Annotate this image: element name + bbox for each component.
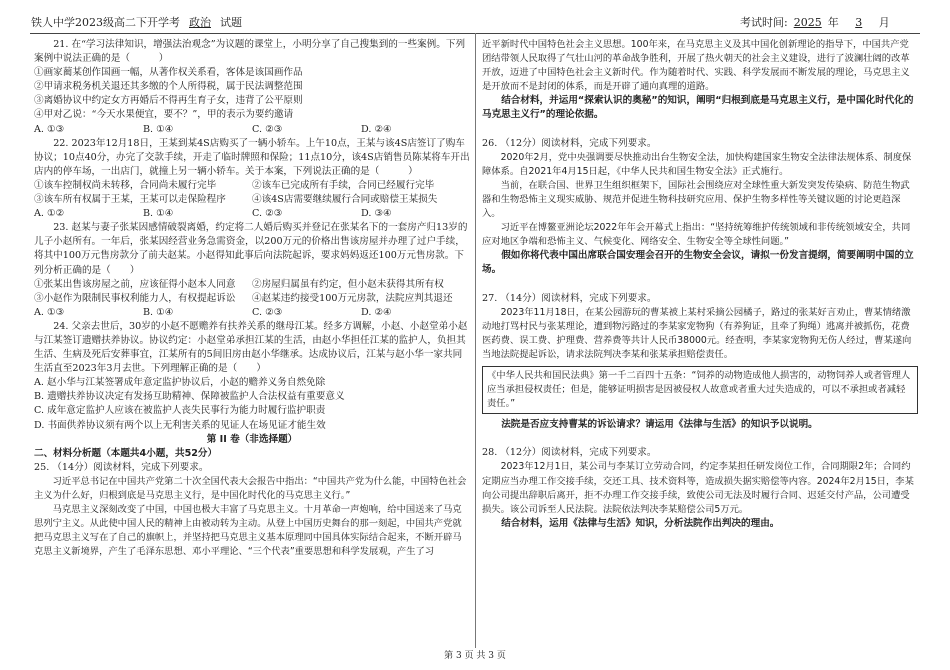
q24-option-c: C. 成年意定监护人应该在被监护人丧失民事行为能力时履行监护职责 [34, 405, 326, 417]
grade-label: 2023级高二下开学考 [75, 16, 180, 29]
q22-option-d: D. ③④ [361, 208, 392, 220]
section2-title: 二、材料分析题（本题共4小题，共52分） [34, 447, 218, 459]
q24-stem: 24. 父亲去世后，30岁的小赵不愿赡养有扶养关系的继母江某。经多方调解，小赵、小赵堂弟小赵与江某签订遗赠扶养协议。协议约定：小赵堂弟承担江某的生活，由赵小华担任江某的监护人，负担其生活、生病及死后安葬事宜，江某所有的5间旧房由赵小华继承。达成协议后，江某与赵小华一家共同生活直至2023年3月去世。下列理解正确的是（ ） [34, 320, 468, 375]
q26-task: 假如你将代表中国出席联合国安理会召开的生物安全会议，请拟一份发言提纲，简要阐明中国的立场。 [482, 250, 914, 276]
paper-label: 试题 [220, 16, 242, 29]
q25-stem: 25. （14分）阅读材料，完成下列要求。 [34, 461, 209, 473]
q26-paragraph-1: 2020年2月，党中央强调要尽快推动出台生物安全法，加快构建国家生物安全法律法规体系、制度保障体系。自2021年4月15日起，《中华人民共和国生物安全法》正式施行。 [482, 151, 912, 177]
q26-paragraph-2: 当前，在联合国、世界卫生组织框架下，国际社会围绕应对全球性重大新发突发传染病、防范生物武器和生物恐怖主义现实威胁、规范并促进生物科技研究应用、保护生物多样性等关键议题的讨论更趋深入。 [482, 179, 910, 220]
q28-task: 结合材料，运用《法律与生活》知识，分析法院作出判决的理由。 [501, 517, 780, 529]
q23-option-d: D. ②④ [361, 306, 392, 318]
q22-statements-row1 [34, 179, 470, 193]
q25-paragraph-2: 马克思主义深刻改变了中国，中国也极大丰富了马克思主义。十月革命一声炮响，给中国送来了马克思列宁主义。从此使中国人民的精神上由被动转为主动。从登上中国历史舞台的那一刻起，中国共产党就把马克思主义写在了自己的旗帜上，并坚持把马克思主义基本原理同中国具体实际结合起来，不断开辟马克思主义新境界，产生了毛泽东思想、邓小平理论、“三个代表”重要思想和科学发展观，产生了习 [34, 504, 462, 558]
q21-option-a: A. ①③ [34, 123, 65, 135]
q22-statement-4: ④该4S店需要继续履行合同或赔偿王某损失 [252, 194, 438, 206]
q23-options [34, 306, 470, 320]
q27-law-excerpt-box: 《中华人民共和国民法典》第一千二百四十五条：“饲养的动物造成他人损害的，动物饲养人或者管理人应当承担侵权责任；但是，能够证明损害是因被侵权人故意或者重大过失造成的，可以不承担或者减轻责任。” [482, 366, 918, 414]
q21-option-c: C. ②③ [252, 123, 283, 135]
q21-statement-3: ③离婚协议中约定女方再婚后不得再生育子女，违背了公平原则 [34, 95, 303, 107]
q24-option-a: A. 赵小华与江某签署成年意定监护协议后，小赵的赡养义务自然免除 [34, 377, 326, 389]
q21-statement-2: ②甲请求税务机关退还其多缴的个人所得税，属于民法调整范围 [34, 81, 303, 93]
q21-stem: 21. 在“学习法律知识，增强法治观念”为议题的课堂上，小明分享了自己搜集到的一些案例。下列案例中说法正确的是（ ） [34, 39, 466, 65]
q23-stem: 23. 赵某与妻子张某因感情破裂离婚，约定将二人婚后购买并登记在张某名下的一套房产归13岁的儿子小赵所有。一年后，张某因经营业务急需资金，以200万元的价格出售该房屋并办理了过户手续，将其中100万元售房款分了前夫赵某。小赵得知此事后向法院起诉，要求妈妈返还100万元售房款。下列分析正确的是（ ） [34, 222, 468, 276]
exam-month: 3 [855, 16, 863, 29]
q22-options [34, 207, 470, 221]
question-28 [482, 446, 918, 531]
q25-paragraph-1: 习近平总书记在中国共产党第二十次全国代表大会报告中指出：“中国共产党为什么能，中国特色社会主义为什么好，归根到底是马克思主义行，是中国化时代化的马克思主义行。” [34, 475, 467, 501]
left-column [34, 38, 470, 559]
q23-statements-row2 [34, 292, 470, 306]
q21-statement-1: ①画家蔺某创作国画一幅，从著作权关系看，客体是该国画作品 [34, 67, 303, 79]
question-24 [34, 320, 470, 433]
exam-time [740, 14, 890, 30]
q21-option-d: D. ②④ [361, 123, 392, 135]
q23-option-a: A. ①③ [34, 306, 65, 318]
q28-paragraph-1: 2023年12月1日，某公司与李某订立劳动合同，约定李某担任研发岗位工作，合同期限2年；合同约定期应当办理工作交接手续，交还工具、技术资料等，造成损失据实赔偿等内容。2024年2月15日，李某向公司提出辞职后离开，拒不办理工作交接手续，致使公司无法及时履行合同、迟延交付产品，公司遭受损失。该公司诉至人民法院。法院依法判决李某赔偿公司5万元。 [482, 461, 914, 515]
question-23 [34, 221, 470, 320]
q23-statement-3: ③小赵作为限制民事权利能力人，有权提起诉讼 [34, 292, 236, 304]
q22-statement-1: ①该车控制权尚未转移，合同尚未履行完毕 [34, 179, 217, 191]
subject-name: 政治 [189, 16, 211, 29]
q22-statements-row2 [34, 193, 470, 207]
q24-option-b: B. 遗赠扶养协议决定有发扬互助精神、保障被监护人合法权益有重要意义 [34, 391, 345, 403]
q27-stem: 27. （14分）阅读材料，完成下列要求。 [482, 292, 657, 304]
q22-option-b: B. ①④ [143, 208, 174, 220]
month-unit: 月 [878, 16, 890, 29]
year-unit: 年 [827, 16, 839, 29]
q28-stem: 28. （12分）阅读材料，完成下列要求。 [482, 447, 657, 459]
question-26 [482, 137, 918, 278]
q22-statement-2: ②该车已完成所有手续，合同已经履行完毕 [252, 179, 435, 191]
q21-option-b: B. ①④ [143, 123, 174, 135]
q24-option-d: D. 书面供养协议须有两个以上无利害关系的见证人在场见证才能生效 [34, 419, 326, 431]
q22-statement-3: ③该车所有权属于王某，王某可以走保险程序 [34, 194, 226, 206]
question-22 [34, 137, 470, 222]
q22-option-a: A. ①② [34, 208, 65, 220]
question-27 [482, 292, 918, 433]
page-header [0, 14, 950, 34]
q27-paragraph-1: 2023年11月18日，在某公园游玩的曹某被上某村采摘公园橘子，路过的张某好言劝止，曹某情绪激动地打骂村民与张某理论，遭到物污路过的李某家宠物狗（有养狗证，且牵了狗绳）逃离并被抓伤，花费医药费、误工费、护理费、营养费等共计人民币38000元。经查明，李某家宠物狗无伤人经过，曹某遂向当地法院提起诉讼，请求法院判决李某和张某承担赔偿责任。 [482, 306, 912, 360]
right-column [482, 38, 918, 531]
q27-task: 法院是否应支持曹某的诉讼请求？请运用《法律与生活》的知识予以说明。 [501, 419, 818, 431]
question-25 [34, 461, 470, 560]
q22-stem: 22. 2023年12月18日，王某到某4S店购买了一辆小轿车。上午10点，王某与该4S店签订了购车协议；10点40分，办完了交款手续，开走了临时牌照和保险；11点10分，该4S店销售员陈某将车开出店内的停车场，一出店门，就撞上另一辆小轿车。关于本案，下列说法正确的是（ ） [34, 137, 470, 177]
q26-paragraph-3: 习近平在博鳌亚洲论坛2022年年会开幕式上指出：“坚持统筹维护传统领域和非传统领域安全，共同应对地区争端和恐怖主义、气候变化、网络安全、生物安全等全球性问题。” [482, 222, 911, 248]
time-label: 考试时间: [740, 16, 788, 29]
q23-statement-4: ④赵某违约接受100万元房款，法院应判其退还 [252, 292, 453, 304]
exam-title [31, 14, 242, 30]
page-footer: 第 3 页 共 3 页 [444, 651, 506, 661]
q23-statement-2: ②房屋归属虽有约定，但小赵未获得其所有权 [252, 278, 444, 290]
q22-option-c: C. ②③ [252, 208, 283, 220]
q23-statements-row1 [34, 278, 470, 292]
q21-options [34, 123, 470, 137]
question-21 [34, 38, 470, 137]
q25-paragraph-continued: 近平新时代中国特色社会主义思想。100年来，在马克思主义及其中国化创新理论的指导下，中国共产党团结带领人民取得了气壮山河的革命战争胜利，开展了热火朝天的社会主义建设，进行了波澜壮阔的改革开放，迈进了中国特色社会主义新时代。作为随着时代、实践、科学发展而不断发展的理论，马克思主义是开放而不是封闭的体系，而是开辟了通向真理的道路。 [482, 39, 910, 93]
q23-option-b: B. ①④ [143, 306, 174, 318]
exam-year: 2025 [793, 16, 822, 29]
q25-task: 结合材料，并运用“探索认识的奥秘”的知识，阐明“归根到底是马克思主义行，是中国化时代化的马克思主义行”的理论依据。 [482, 95, 914, 121]
q23-statement-1: ①张某出售该房屋之前，应该征得小赵本人同意 [34, 278, 236, 290]
q21-statement-4: ④甲对乙说：“今天水果便宜，要不？”，甲的表示为要约邀请 [34, 109, 294, 121]
column-divider [475, 33, 476, 648]
q23-option-c: C. ②③ [252, 306, 283, 318]
q26-stem: 26. （12分）阅读材料，完成下列要求。 [482, 137, 657, 149]
school-name: 铁人中学 [31, 16, 75, 29]
section-title: 第 II 卷（非选择题） [206, 433, 298, 445]
